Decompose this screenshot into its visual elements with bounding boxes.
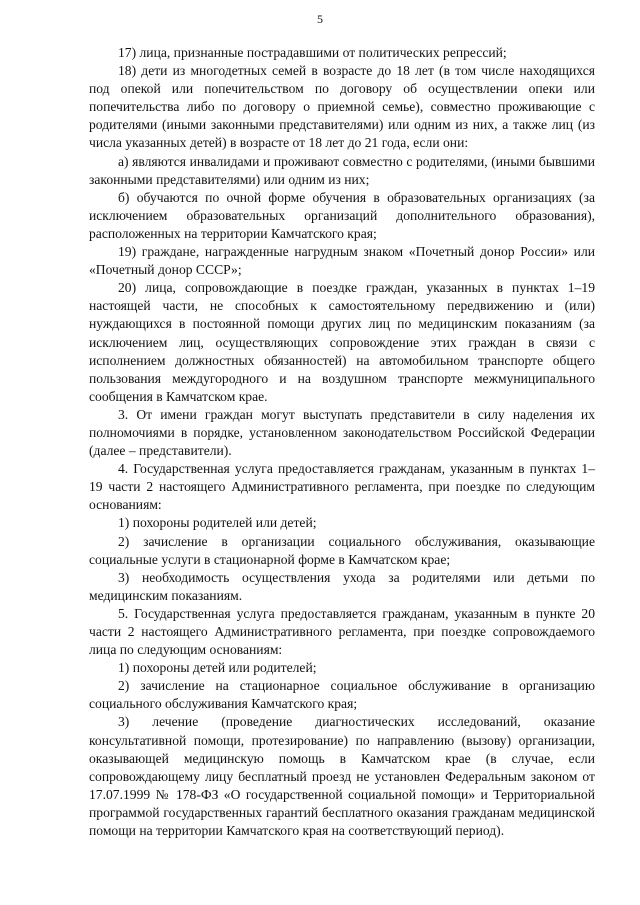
- paragraph-section-3: 3. От имени граждан могут выступать представители в силу наделения их полномочиями в порядке, установленном законодательством Российской Федерации (далее – представители).: [89, 406, 595, 459]
- paragraph-section-5: 5. Государственная услуга предоставляется гражданам, указанным в пункте 20 части 2 настоящего Административного регламента, при поездке сопровождаемого лица по следующим основаниям:: [89, 605, 595, 658]
- paragraph-subitem-a: а) являются инвалидами и проживают совместно с родителями, (иными бывшими законными представителями) или одним из них;: [89, 153, 595, 187]
- paragraph-item-17: 17) лица, признанные пострадавшими от политических репрессий;: [118, 45, 507, 60]
- paragraph-section-4: 4. Государственная услуга предоставляется гражданам, указанным в пунктах 1–19 части 2 настоящего Административного регламента, при поездке по следующим основаниям:: [89, 461, 595, 513]
- paragraph-subitem-b: б) обучаются по очной форме обучения в образовательных организациях (за исключением образовательных организаций дополнительного образования), расположенных на территории Камчатского края;: [89, 189, 595, 241]
- paragraph-item-20: 20) лица, сопровождающие в поездке граждан, указанных в пунктах 1–19 настоящей части, не способных к самостоятельному передвижению и (или) нуждающихся в постоянной помощи других лиц по медицинским показаниям (за исключением лиц, осуществляющих сопровождение этих граждан в связи с исполнением должностных обязанностей) на автомобильном транспорте общего пользования междугородного и на воздушном транспорте межмуниципального сообщения в Камчатском крае.: [89, 280, 595, 404]
- paragraph-section-4-item-2: 2) зачисление в организации социального обслуживания, оказывающие социальные услуги в стационарной форме в Камчатском крае;: [89, 533, 595, 567]
- document-body: [89, 44, 595, 840]
- paragraph-section-4-item-1: 1) похороны родителей или детей;: [118, 515, 317, 531]
- paragraph-section-5-item-3: 3) лечение (проведение диагностических исследований, оказание консультативной помощи, протезирование) по направлению (вызову) организации, оказывающей медицинскую помощь в Камчатском крае (в случае, если сопровождающему лицу бесплатный проезд не установлен Федеральным законом от 17.07.1999 № 178-ФЗ «О государственной социальной помощи» и Территориальной программой государственных гарантий бесплатного оказания гражданам медицинской помощи на территории Камчатского края на соответствующий период).: [89, 714, 595, 839]
- paragraph-section-5-item-1: 1) похороны детей или родителей;: [118, 660, 317, 676]
- page-number: 5: [317, 12, 323, 26]
- paragraph-item-19: 19) граждане, награжденные нагрудным знаком «Почетный донор России» или «Почетный донор СССР»;: [89, 244, 595, 278]
- paragraph-section-4-item-3: 3) необходимость осуществления ухода за родителями или детьми по медицинским показаниям.: [89, 569, 595, 603]
- paragraph-item-18: 18) дети из многодетных семей в возрасте до 18 лет (в том числе находящихся под опекой или попечительством по договору об осуществлении опеки или попечительства либо по договору о приемной семье), совместно проживающие с родителями (иными законными представителями) или одним из них, а также лиц (из числа указанных детей) в возрасте от 18 лет до 21 года, если они:: [89, 63, 595, 151]
- paragraph-section-5-item-2: 2) зачисление на стационарное социальное обслуживание в организацию социального обслуживания Камчатского края;: [89, 678, 595, 712]
